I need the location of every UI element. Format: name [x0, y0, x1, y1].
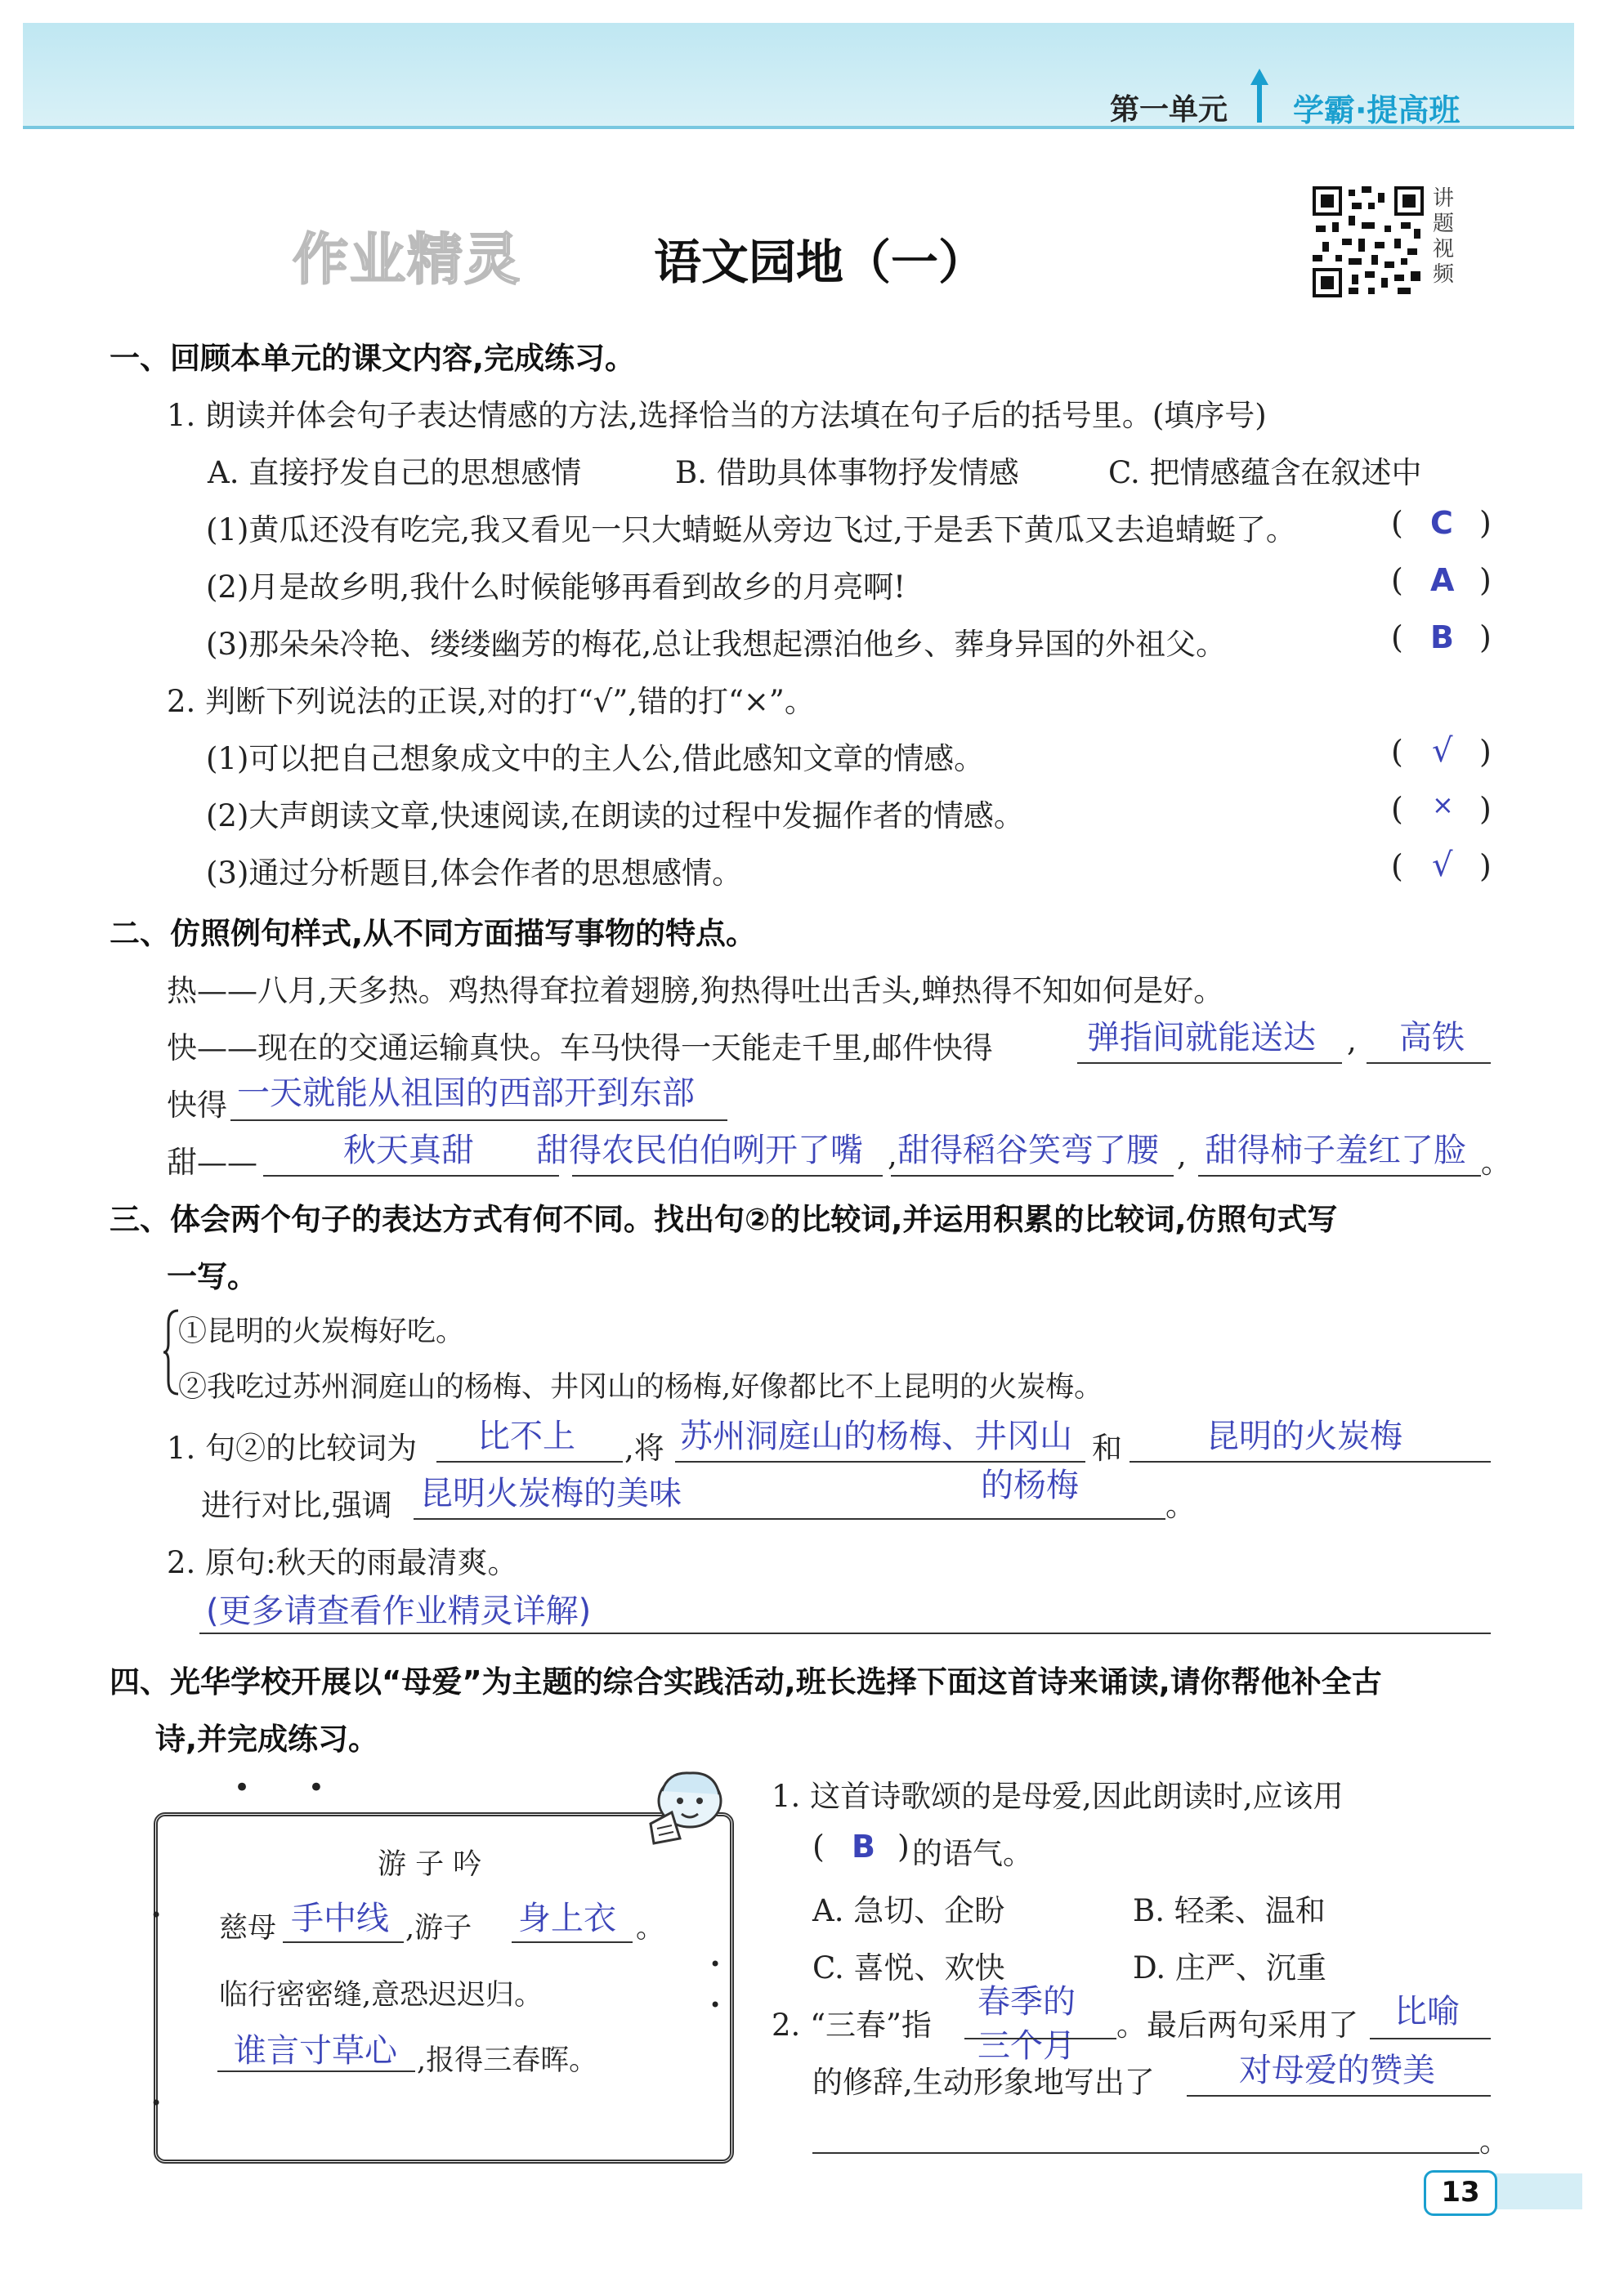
s4-option-c: C. 喜悦、欢快 [812, 1950, 1005, 1986]
section4-heading-l1: 四、光华学校开展以“母爱”为主题的综合实践活动,班长选择下面这首诗来诵读,请你帮他补全古 [110, 1664, 1382, 1700]
s2-example: 热——八月,天多热。鸡热得耷拉着翅膀,狗热得吐出舌头,蝉热得不知如何是好。 [167, 973, 1224, 1008]
s3-sentence1: ①昆明的火炭梅好吃。 [178, 1316, 465, 1348]
arrow-up-icon [1249, 67, 1270, 124]
s1-q1-item2: (2)月是故乡明,我什么时候能够再看到故乡的月亮啊! [206, 570, 906, 605]
s1-q1-item3: (3)那朵朵冷艳、缕缕幽芳的梅花,总让我想起漂泊他乡、葬身异国的外祖父。 [206, 627, 1227, 662]
s2-fast-answer1[interactable]: 弹指间就能送达 [1087, 1019, 1316, 1056]
s4-option-a: A. 急切、企盼 [812, 1893, 1005, 1928]
s1-q1-answer1[interactable]: C [1430, 505, 1453, 541]
s2-sweet-label: 甜—— [167, 1145, 257, 1180]
s2-sweet-answer2[interactable]: 甜得农民伯伯咧开了嘴 [536, 1132, 863, 1169]
s1-q2-answer2[interactable]: × [1432, 789, 1454, 820]
s3-q1-answer4[interactable]: 昆明火炭梅的美味 [420, 1475, 682, 1512]
s1-q2-item1: (1)可以把自己想象成文中的主人公,借此感知文章的情感。 [206, 741, 985, 776]
cartoon-boy-icon [639, 1763, 737, 1848]
s1-option-c: C. 把情感蕴含在叙述中 [1108, 455, 1422, 490]
qr-label: 讲题视频 [1432, 186, 1454, 287]
s1-q1-prompt: 1. 朗读并体会句子表达情感的方法,选择恰当的方法填在句子后的括号里。(填序号) [167, 398, 1267, 433]
s3-q1-answer1[interactable]: 比不上 [477, 1418, 575, 1455]
section3-heading-l1: 三、体会两个句子的表达方式有何不同。找出句②的比较词,并运用积累的比较词,仿照句式写 [110, 1202, 1338, 1237]
page-number: 13 [1424, 2170, 1497, 2216]
s4-q2-a: 2. “三春”指 [772, 2008, 932, 2043]
s2-fast-answer3[interactable]: 一天就能从祖国的西部开到东部 [237, 1074, 695, 1112]
s4-q2-b: 。最后两句采用了 [1116, 2008, 1358, 2043]
section4-heading-l2: 诗,并完成练习。 [155, 1722, 379, 1757]
s3-q1-a: 1. 句②的比较词为 [167, 1431, 418, 1466]
poem-title: 游 子 吟 [378, 1848, 482, 1881]
s3-q1-b: ,将 [624, 1431, 664, 1466]
s3-q1-answer2[interactable]: 苏州洞庭山的杨梅、井冈山 [680, 1418, 1072, 1455]
s3-sentence2: ②我吃过苏州洞庭山的杨梅、井冈山的杨梅,好像都比不上昆明的火炭梅。 [178, 1371, 1103, 1404]
s2-sweet-answer4[interactable]: 甜得柿子羞红了脸 [1205, 1132, 1466, 1169]
s4-q1-l1: 1. 这首诗歌颂的是母爱,因此朗读时,应该用 [772, 1779, 1344, 1814]
poem-l1b: ,游子 [405, 1912, 472, 1945]
s4-option-d: D. 庄严、沉重 [1133, 1950, 1326, 1986]
s1-q2-prompt: 2. 判断下列说法的正误,对的打“√”,错的打“×”。 [167, 684, 815, 719]
s1-q1-item1: (1)黄瓜还没有吃完,我又看见一只大蜻蜓从旁边飞过,于是丢下黄瓜又去追蜻蜓了。 [206, 512, 1296, 547]
page-title: 语文园地（一） [654, 235, 986, 290]
s3-q1-answer2b[interactable]: 的杨梅 [981, 1467, 1079, 1504]
s4-q1-l2: 的语气。 [912, 1836, 1033, 1871]
unit-label: 第一单元 [1110, 93, 1228, 127]
s1-q1-answer3[interactable]: B [1430, 619, 1454, 655]
section3-heading-l2: 一写。 [167, 1259, 257, 1294]
s2-fast-text: 快——现在的交通运输真快。车马快得一天能走千里,邮件快得 [167, 1030, 993, 1065]
poem-l3: ,报得三春晖。 [417, 2044, 598, 2077]
s4-option-b: B. 轻柔、温和 [1133, 1893, 1326, 1928]
s1-q1-answer2[interactable]: A [1430, 562, 1455, 598]
s1-option-b: B. 借助具体事物抒发情感 [675, 455, 1019, 490]
s2-sweet-answer1[interactable]: 秋天真甜 [343, 1132, 474, 1169]
s2-sweet-answer3[interactable]: 甜得稻谷笑弯了腰 [897, 1132, 1159, 1169]
s3-q1-d: 进行对比,强调 [201, 1488, 392, 1523]
poem-answer2[interactable]: 身上衣 [518, 1900, 616, 1937]
section2-heading: 二、仿照例句样式,从不同方面描写事物的特点。 [110, 916, 757, 951]
poem-answer1[interactable]: 手中线 [291, 1900, 389, 1937]
s2-fast-answer2[interactable]: 高铁 [1399, 1019, 1465, 1056]
s1-q2-item2: (2)大声朗读文章,快速阅读,在朗读的过程中发掘作者的情感。 [206, 798, 1024, 833]
s3-q1-answer3[interactable]: 昆明的火炭梅 [1206, 1418, 1402, 1455]
s4-q2-answer1b[interactable]: 三个月 [977, 2027, 1076, 2065]
s1-q2-item3: (3)通过分析题目,体会作者的思想感情。 [206, 855, 743, 891]
s4-q1-answer[interactable]: B [852, 1829, 875, 1865]
section1-heading: 一、回顾本单元的课文内容,完成练习。 [110, 341, 636, 376]
s3-q2-answer[interactable]: (更多请查看作业精灵详解) [206, 1592, 592, 1630]
poem-l2: 临行密密缝,意恐迟迟归。 [219, 1979, 544, 2012]
brand-label: 学霸·提高班 [1293, 92, 1461, 128]
s4-q2-c: 的修辞,生动形象地写出了 [812, 2065, 1155, 2100]
s1-option-a: A. 直接抒发自己的思想感情 [208, 455, 582, 490]
page-band [1492, 2173, 1582, 2209]
s4-q2-answer3[interactable]: 对母爱的赞美 [1239, 2052, 1435, 2089]
poem-answer3[interactable]: 谁言寸草心 [234, 2032, 397, 2070]
s4-q2-answer1a[interactable]: 春季的 [977, 1983, 1076, 2021]
decor-dots: • • [234, 1771, 349, 1804]
qr-code-icon[interactable] [1313, 186, 1424, 297]
poem-l1a: 慈母 [219, 1912, 277, 1945]
s4-q2-answer2[interactable]: 比喻 [1394, 1993, 1460, 2030]
watermark: 作业精灵 [293, 228, 522, 293]
s3-q2: 2. 原句:秋天的雨最清爽。 [167, 1545, 518, 1580]
s3-q1-c: 和 [1092, 1431, 1122, 1466]
s1-q2-answer3[interactable]: √ [1432, 846, 1453, 884]
s1-q2-answer1[interactable]: √ [1432, 732, 1453, 770]
s2-fast-line2: 快得 [167, 1088, 227, 1123]
